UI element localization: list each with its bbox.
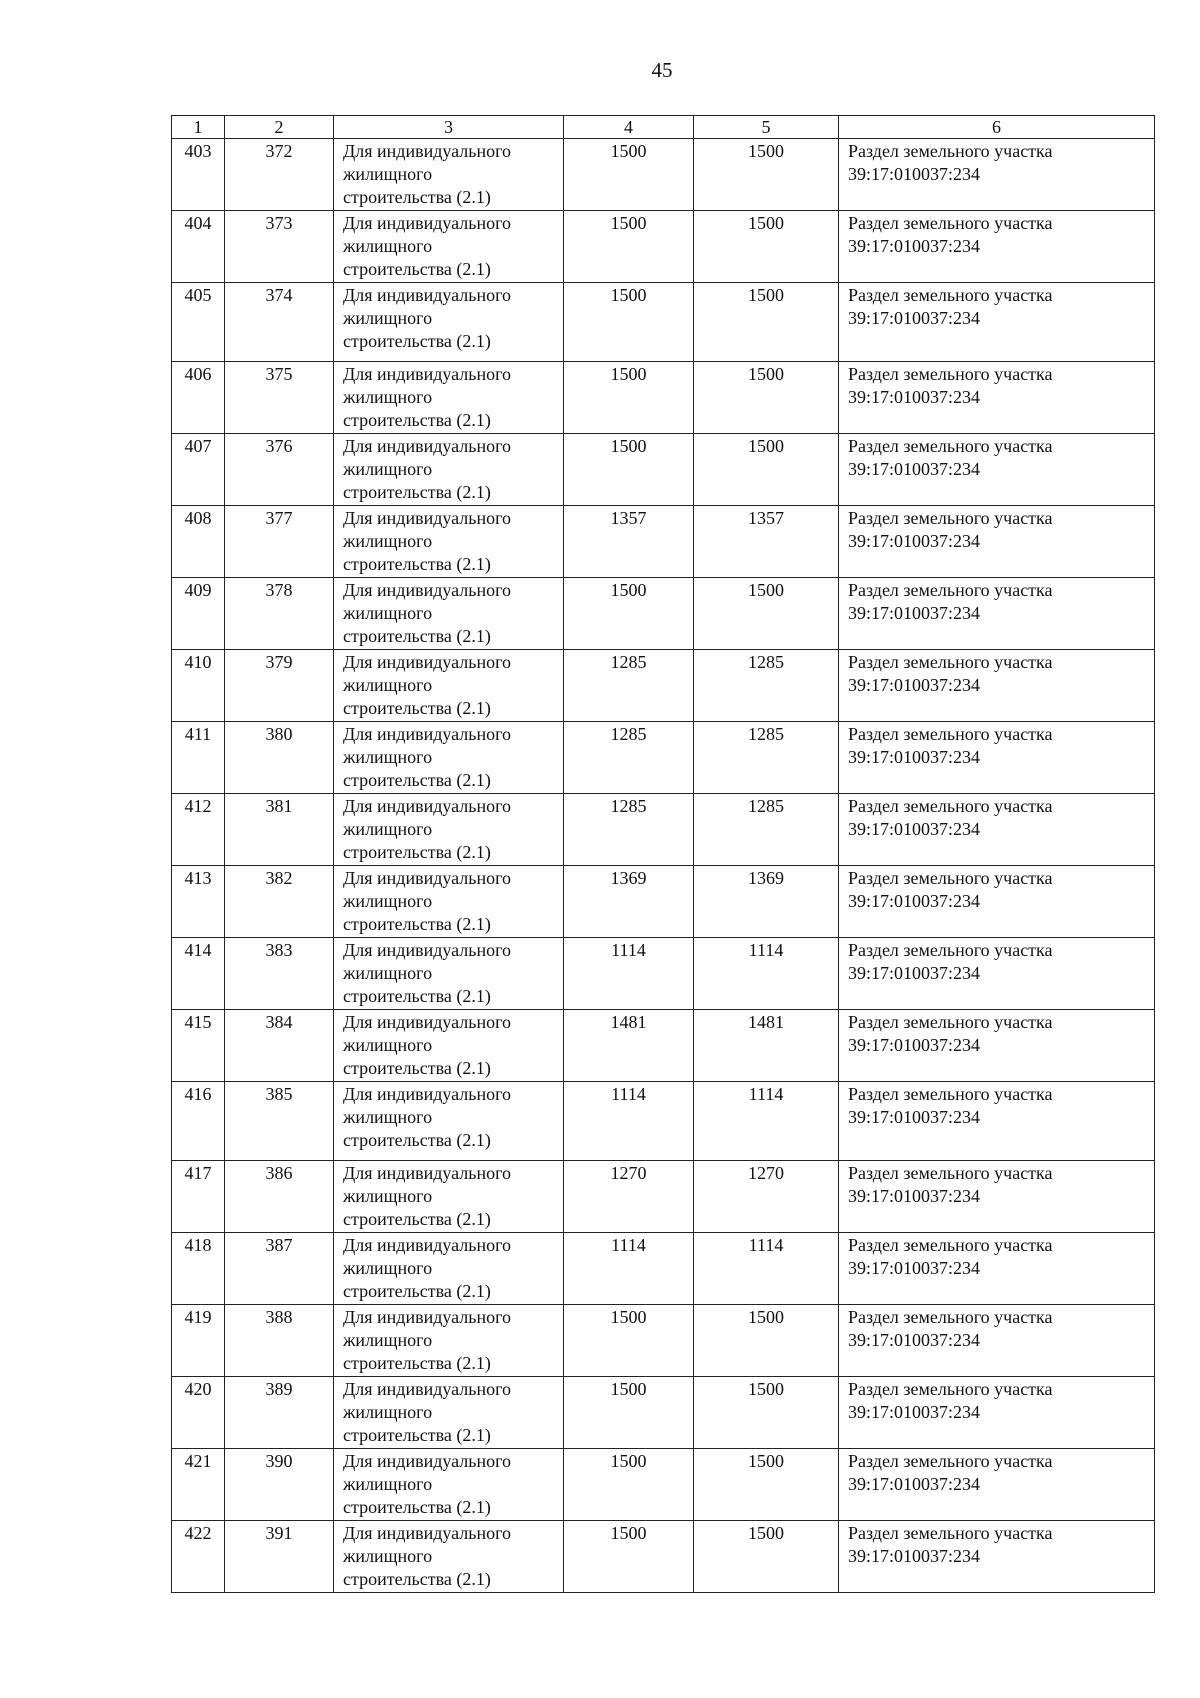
table-cell-c2: 372: [225, 139, 334, 211]
table-cell-c4: 1500: [564, 434, 694, 506]
table-cell-c6: [839, 1161, 1155, 1233]
cell-line: Раздел земельного участка: [848, 1307, 1053, 1327]
cell-line: 39:17:010037:234: [848, 1474, 981, 1494]
table-cell-c5: 1270: [694, 1161, 839, 1233]
table-cell-c3: [334, 722, 564, 794]
cell-line: строительства (2.1): [343, 410, 491, 430]
table-cell-c4: 1285: [564, 794, 694, 866]
cell-line: Раздел земельного участка: [848, 364, 1053, 384]
table-cell-c1: 421: [172, 1449, 225, 1521]
cell-line: 39:17:010037:234: [848, 819, 981, 839]
table-row: [172, 938, 1155, 1010]
table-cell-c1: 413: [172, 866, 225, 938]
cell-line: Для индивидуального: [343, 868, 512, 888]
table-cell-c4: 1500: [564, 1377, 694, 1449]
table-cell-c3: [334, 938, 564, 1010]
table-cell-c2: 375: [225, 362, 334, 434]
table-body: [172, 116, 1155, 1593]
cell-line: жилищного: [343, 963, 433, 983]
cell-line: 39:17:010037:234: [848, 308, 981, 328]
cell-line: Раздел земельного участка: [848, 1523, 1053, 1543]
table-cell-c1: 409: [172, 578, 225, 650]
cell-line: 39:17:010037:234: [848, 236, 981, 256]
cell-line: Для индивидуального: [343, 213, 512, 233]
table-cell-c1: 406: [172, 362, 225, 434]
cell-line: строительства (2.1): [343, 259, 491, 279]
cell-line: жилищного: [343, 387, 433, 407]
table-cell-c3: [334, 1233, 564, 1305]
table-cell-c1: 417: [172, 1161, 225, 1233]
header-cell-2: 2: [225, 116, 334, 139]
table-cell-c4: 1500: [564, 1521, 694, 1593]
table-cell-c3: [334, 866, 564, 938]
table-row: [172, 722, 1155, 794]
cell-line: 39:17:010037:234: [848, 1546, 981, 1566]
table-cell-c3: [334, 1161, 564, 1233]
table-cell-c3: [334, 1377, 564, 1449]
cell-line: 39:17:010037:234: [848, 1186, 981, 1206]
cell-line: жилищного: [343, 531, 433, 551]
table-cell-c4: 1285: [564, 650, 694, 722]
cell-line: жилищного: [343, 1107, 433, 1127]
cell-line: жилищного: [343, 308, 433, 328]
cell-line: 39:17:010037:234: [848, 1035, 981, 1055]
cell-line: жилищного: [343, 1402, 433, 1422]
cell-line: строительства (2.1): [343, 1209, 491, 1229]
table-cell-c4: 1270: [564, 1161, 694, 1233]
cell-line: 39:17:010037:234: [848, 459, 981, 479]
table-cell-c2: 380: [225, 722, 334, 794]
header-cell-1: 1: [172, 116, 225, 139]
cell-line: Для индивидуального: [343, 1163, 512, 1183]
cell-line: Раздел земельного участка: [848, 1012, 1053, 1032]
table-row: [172, 283, 1155, 362]
cell-line: строительства (2.1): [343, 986, 491, 1006]
table-cell-c2: 385: [225, 1082, 334, 1161]
table-cell-c2: 387: [225, 1233, 334, 1305]
table-row: [172, 1521, 1155, 1593]
cell-line: строительства (2.1): [343, 770, 491, 790]
table-cell-c2: 384: [225, 1010, 334, 1082]
table-cell-c5: 1500: [694, 362, 839, 434]
cell-line: строительства (2.1): [343, 331, 491, 351]
table-cell-c3: [334, 1521, 564, 1593]
table-row: [172, 866, 1155, 938]
header-row: [172, 116, 1155, 139]
table-cell-c6: [839, 1233, 1155, 1305]
table-row: [172, 1449, 1155, 1521]
header-cell-5: 5: [694, 116, 839, 139]
table-row: [172, 139, 1155, 211]
table-cell-c4: 1357: [564, 506, 694, 578]
table-cell-c5: 1481: [694, 1010, 839, 1082]
table-cell-c6: [839, 506, 1155, 578]
table-cell-c5: 1500: [694, 1449, 839, 1521]
header-cell-4: 4: [564, 116, 694, 139]
cell-line: жилищного: [343, 603, 433, 623]
land-plot-table: [171, 115, 1155, 1593]
cell-line: 39:17:010037:234: [848, 531, 981, 551]
cell-line: Раздел земельного участка: [848, 796, 1053, 816]
cell-line: Для индивидуального: [343, 508, 512, 528]
cell-line: жилищного: [343, 819, 433, 839]
table-cell-c3: [334, 794, 564, 866]
cell-line: строительства (2.1): [343, 1130, 491, 1150]
table-cell-c5: 1500: [694, 283, 839, 362]
cell-line: жилищного: [343, 675, 433, 695]
cell-line: строительства (2.1): [343, 626, 491, 646]
table-cell-c2: 386: [225, 1161, 334, 1233]
cell-line: строительства (2.1): [343, 1569, 491, 1589]
cell-line: Раздел земельного участка: [848, 1235, 1053, 1255]
table-cell-c1: 414: [172, 938, 225, 1010]
cell-line: Раздел земельного участка: [848, 141, 1053, 161]
table-cell-c1: 419: [172, 1305, 225, 1377]
table-cell-c1: 422: [172, 1521, 225, 1593]
table-cell-c5: 1500: [694, 1377, 839, 1449]
table-cell-c5: 1500: [694, 434, 839, 506]
table-cell-c2: 383: [225, 938, 334, 1010]
table-cell-c3: [334, 1010, 564, 1082]
table-cell-c6: [839, 1010, 1155, 1082]
cell-line: 39:17:010037:234: [848, 963, 981, 983]
table-cell-c6: [839, 722, 1155, 794]
table-cell-c2: 376: [225, 434, 334, 506]
table-cell-c6: [839, 1305, 1155, 1377]
table-cell-c1: 412: [172, 794, 225, 866]
table-row: [172, 1082, 1155, 1161]
cell-line: 39:17:010037:234: [848, 1107, 981, 1127]
table-cell-c1: 405: [172, 283, 225, 362]
cell-line: Для индивидуального: [343, 1084, 512, 1104]
cell-line: жилищного: [343, 747, 433, 767]
table-cell-c4: 1369: [564, 866, 694, 938]
cell-line: Для индивидуального: [343, 1235, 512, 1255]
cell-line: Для индивидуального: [343, 940, 512, 960]
cell-line: Раздел земельного участка: [848, 1451, 1053, 1471]
table-row: [172, 506, 1155, 578]
cell-line: Для индивидуального: [343, 1451, 512, 1471]
table-cell-c4: 1500: [564, 1449, 694, 1521]
cell-line: строительства (2.1): [343, 187, 491, 207]
cell-line: строительства (2.1): [343, 1497, 491, 1517]
cell-line: Для индивидуального: [343, 796, 512, 816]
table-row: [172, 578, 1155, 650]
table-cell-c2: 373: [225, 211, 334, 283]
table-cell-c6: [839, 1377, 1155, 1449]
cell-line: 39:17:010037:234: [848, 747, 981, 767]
table-cell-c1: 410: [172, 650, 225, 722]
table-cell-c3: [334, 578, 564, 650]
table-cell-c4: 1500: [564, 283, 694, 362]
cell-line: строительства (2.1): [343, 698, 491, 718]
cell-line: 39:17:010037:234: [848, 387, 981, 407]
cell-line: строительства (2.1): [343, 914, 491, 934]
table-cell-c4: 1500: [564, 211, 694, 283]
cell-line: Раздел земельного участка: [848, 580, 1053, 600]
cell-line: жилищного: [343, 1474, 433, 1494]
cell-line: Для индивидуального: [343, 1012, 512, 1032]
table-cell-c5: 1500: [694, 139, 839, 211]
table-cell-c5: 1357: [694, 506, 839, 578]
table-cell-c4: 1285: [564, 722, 694, 794]
table-cell-c1: 416: [172, 1082, 225, 1161]
cell-line: Для индивидуального: [343, 580, 512, 600]
cell-line: 39:17:010037:234: [848, 164, 981, 184]
table-cell-c3: [334, 283, 564, 362]
table-cell-c6: [839, 434, 1155, 506]
cell-line: Для индивидуального: [343, 436, 512, 456]
table-cell-c6: [839, 139, 1155, 211]
cell-line: строительства (2.1): [343, 554, 491, 574]
table-cell-c5: 1500: [694, 578, 839, 650]
table-cell-c6: [839, 1449, 1155, 1521]
table-row: [172, 794, 1155, 866]
cell-line: строительства (2.1): [343, 1058, 491, 1078]
table-cell-c3: [334, 650, 564, 722]
cell-line: жилищного: [343, 1186, 433, 1206]
cell-line: 39:17:010037:234: [848, 1330, 981, 1350]
table-cell-c2: 379: [225, 650, 334, 722]
cell-line: 39:17:010037:234: [848, 891, 981, 911]
cell-line: Раздел земельного участка: [848, 1379, 1053, 1399]
cell-line: Раздел земельного участка: [848, 724, 1053, 744]
cell-line: Раздел земельного участка: [848, 1084, 1053, 1104]
cell-line: жилищного: [343, 1546, 433, 1566]
table-cell-c2: 390: [225, 1449, 334, 1521]
table-cell-c4: 1114: [564, 938, 694, 1010]
cell-line: Раздел земельного участка: [848, 213, 1053, 233]
cell-line: жилищного: [343, 236, 433, 256]
table-cell-c6: [839, 578, 1155, 650]
cell-line: 39:17:010037:234: [848, 1258, 981, 1278]
table-cell-c3: [334, 1082, 564, 1161]
table-cell-c6: [839, 1082, 1155, 1161]
cell-line: жилищного: [343, 1330, 433, 1350]
table-cell-c6: [839, 283, 1155, 362]
cell-line: Для индивидуального: [343, 1523, 512, 1543]
cell-line: строительства (2.1): [343, 1353, 491, 1373]
cell-line: Для индивидуального: [343, 364, 512, 384]
table-cell-c6: [839, 938, 1155, 1010]
header-cell-6: 6: [839, 116, 1155, 139]
table-cell-c6: [839, 794, 1155, 866]
table-cell-c6: [839, 650, 1155, 722]
cell-line: Раздел земельного участка: [848, 868, 1053, 888]
table-cell-c5: 1285: [694, 722, 839, 794]
table-cell-c3: [334, 434, 564, 506]
table-cell-c5: 1500: [694, 1521, 839, 1593]
cell-line: Для индивидуального: [343, 724, 512, 744]
table-cell-c1: 415: [172, 1010, 225, 1082]
table-cell-c5: 1285: [694, 794, 839, 866]
table-cell-c2: 389: [225, 1377, 334, 1449]
cell-line: строительства (2.1): [343, 482, 491, 502]
cell-line: Раздел земельного участка: [848, 436, 1053, 456]
table-cell-c4: 1500: [564, 578, 694, 650]
cell-line: Раздел земельного участка: [848, 1163, 1053, 1183]
table-cell-c6: [839, 1521, 1155, 1593]
table-cell-c5: 1114: [694, 938, 839, 1010]
table-cell-c1: 418: [172, 1233, 225, 1305]
table-cell-c5: 1114: [694, 1082, 839, 1161]
table-cell-c3: [334, 211, 564, 283]
cell-line: Для индивидуального: [343, 1307, 512, 1327]
table-cell-c2: 391: [225, 1521, 334, 1593]
table-row: [172, 1305, 1155, 1377]
cell-line: жилищного: [343, 459, 433, 479]
table-cell-c3: [334, 139, 564, 211]
table-cell-c5: 1500: [694, 1305, 839, 1377]
cell-line: Раздел земельного участка: [848, 940, 1053, 960]
cell-line: строительства (2.1): [343, 1425, 491, 1445]
cell-line: Раздел земельного участка: [848, 508, 1053, 528]
cell-line: жилищного: [343, 1035, 433, 1055]
table-cell-c4: 1481: [564, 1010, 694, 1082]
table-cell-c3: [334, 506, 564, 578]
table-cell-c4: 1500: [564, 139, 694, 211]
table-row: [172, 362, 1155, 434]
table-cell-c1: 407: [172, 434, 225, 506]
table-cell-c6: [839, 211, 1155, 283]
table-cell-c2: 374: [225, 283, 334, 362]
table-row: [172, 1377, 1155, 1449]
table-row: [172, 1161, 1155, 1233]
table-cell-c4: 1114: [564, 1082, 694, 1161]
cell-line: 39:17:010037:234: [848, 603, 981, 623]
cell-line: жилищного: [343, 891, 433, 911]
cell-line: Раздел земельного участка: [848, 285, 1053, 305]
cell-line: Раздел земельного участка: [848, 652, 1053, 672]
table-row: [172, 211, 1155, 283]
cell-line: Для индивидуального: [343, 1379, 512, 1399]
table-cell-c3: [334, 362, 564, 434]
table-cell-c1: 404: [172, 211, 225, 283]
cell-line: жилищного: [343, 1258, 433, 1278]
table-cell-c2: 388: [225, 1305, 334, 1377]
table-cell-c2: 377: [225, 506, 334, 578]
cell-line: Для индивидуального: [343, 652, 512, 672]
table-cell-c5: 1114: [694, 1233, 839, 1305]
table-cell-c6: [839, 866, 1155, 938]
table-cell-c1: 403: [172, 139, 225, 211]
table-row: [172, 434, 1155, 506]
cell-line: Для индивидуального: [343, 285, 512, 305]
table-cell-c5: 1285: [694, 650, 839, 722]
table-cell-c4: 1114: [564, 1233, 694, 1305]
table-cell-c4: 1500: [564, 362, 694, 434]
header-cell-3: 3: [334, 116, 564, 139]
table-row: [172, 1010, 1155, 1082]
cell-line: 39:17:010037:234: [848, 1402, 981, 1422]
table-cell-c1: 408: [172, 506, 225, 578]
table-cell-c5: 1500: [694, 211, 839, 283]
table-cell-c2: 381: [225, 794, 334, 866]
table-cell-c2: 378: [225, 578, 334, 650]
table-cell-c3: [334, 1449, 564, 1521]
cell-line: 39:17:010037:234: [848, 675, 981, 695]
table-cell-c6: [839, 362, 1155, 434]
table-row: [172, 650, 1155, 722]
cell-line: строительства (2.1): [343, 842, 491, 862]
table-row: [172, 1233, 1155, 1305]
table-cell-c4: 1500: [564, 1305, 694, 1377]
table-cell-c3: [334, 1305, 564, 1377]
table-cell-c1: 420: [172, 1377, 225, 1449]
cell-line: строительства (2.1): [343, 1281, 491, 1301]
cell-line: жилищного: [343, 164, 433, 184]
table-cell-c1: 411: [172, 722, 225, 794]
table-cell-c5: 1369: [694, 866, 839, 938]
table-cell-c2: 382: [225, 866, 334, 938]
page-number: 45: [651, 58, 673, 82]
cell-line: Для индивидуального: [343, 141, 512, 161]
